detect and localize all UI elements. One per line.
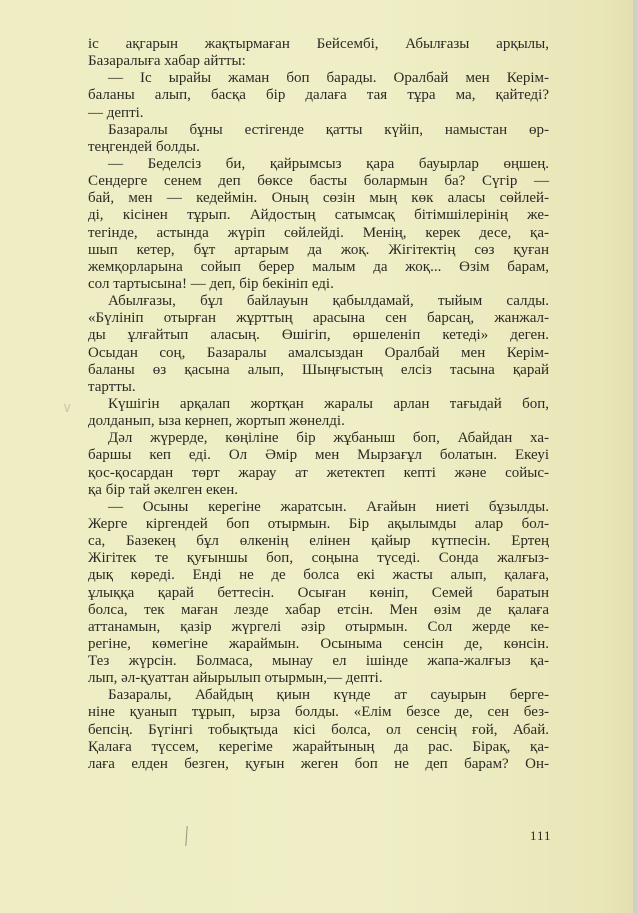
text-line: долданып, ыза кернеп, жортып жөнелді. [88, 413, 345, 430]
text-line: — Іс ырайы жаман боп барады. Оралбай мен Керім- [108, 70, 549, 87]
text-line: баланы өз қасына алып, Шыңғыстың елсіз тасына қарай [88, 361, 549, 378]
text-line: лаға елден безген, қуғын жеген боп не деп барам? Он- [88, 755, 549, 772]
page-edge [633, 0, 637, 913]
text-line: — Осыны керегіне жаратсын. Ағайын ниеті бұзылды. [108, 498, 549, 515]
text-line: бепсің. Бүгінгі тобықтыда кісі болса, ол сенсің ғой, Абай. [88, 721, 549, 738]
text-line: лып, әл-қуаттан айырылып отырмын,— депті. [88, 670, 383, 687]
paragraph [88, 687, 549, 773]
text-line: регіне, көмегіне жараймын. Осыныма сенсін де, көнсін. [88, 635, 549, 652]
text-line: сол тартысына! — деп, бір бекініп еді. [88, 275, 334, 292]
paragraph [88, 36, 549, 70]
text-line: са, Базекең бұл өлкенің елінен қайыр күтпесін. Ертең [88, 533, 549, 550]
paragraph [88, 122, 549, 156]
paragraph [88, 499, 549, 688]
text-line: қос-қосардан төрт жарау ат жетектеп кепті және сойыс- [88, 464, 549, 481]
text-line: баршы кеп еді. Ол Әмір мен Мырзағұл болатын. Екеуі [88, 447, 549, 464]
text-line: Жігітек те қуғыншы боп, соңына түседі. Сонда жалғыз- [88, 550, 549, 567]
text-line: Дәл жүрерде, көңіліне бір жұбаныш боп, Абайдан ха- [108, 430, 549, 447]
text-line: «Бүлініп отырған жұрттың арасына сен барсаң, жанжал- [88, 310, 549, 327]
text-line: Осыдан соң, Базаралы амалсыздан Оралбай мен Керім- [88, 344, 549, 361]
text-line: тартты. [88, 378, 136, 395]
text-line: іс ақгарын жақтырмаған Бейсембі, Абылғазы арқылы, [88, 36, 549, 52]
text-line: Базаралы бұны естігенде қатты күйіп, намыстан өр- [108, 121, 549, 138]
text-line: ді, кісінен тұрып. Айдостың сатымсақ бітімшілерінің же- [88, 207, 549, 224]
text-line: болса, тек маған лезде хабар етсін. Мен өзім де қалаға [88, 601, 549, 618]
text-line: Тез жүрсін. Болмаса, мынау ел ішінде жапа-жалғыз қа- [88, 653, 549, 670]
text-line: шып кетер, бұт артарым да жоқ. Жігітектің сөз қуған [88, 241, 549, 258]
text-line: Сендерге сенем деп бөксе басты болармын ба? Сүгір — [88, 173, 549, 190]
text-line: ды ұлғайтып аласың. Өшігіп, өршеленіп кетеді» деген. [88, 327, 549, 344]
paragraph [88, 156, 549, 293]
text-line: дық көреді. Енді не де болса екі жасты алып, қалаға, [88, 567, 549, 584]
text-line: Қалаға түссем, керегіме жарайтының да рас. Бірақ, қа- [88, 738, 549, 755]
text-line: Жерге кіргендей боп отырмын. Бір ақылымды алар бол- [88, 515, 549, 532]
text-line: Базаралы, Абайдың қиын күнде ат сауырын берге- [108, 687, 549, 704]
paragraph [88, 396, 549, 430]
text-line: ұлыққа қарай беттесін. Осыған көніп, Семей баратын [88, 584, 549, 601]
text-line: жемқорларына сойып берер малым да жоқ... Өзім барам, [88, 258, 549, 275]
text-line: бай, мен — кедеймін. Оның сөзін мың көк аласы сөйлей- [88, 190, 549, 207]
paragraph [88, 70, 549, 121]
page-number: 111 [530, 828, 552, 843]
text-line: қа бір тай әкелген екен. [88, 481, 239, 498]
text-line: аттанамын, қазір жүргелі әзір отырмын. Сол жерде ке- [88, 618, 549, 635]
text-line: Абылғазы, бұл байлауын қабылдамай, тыйым салды. [108, 293, 549, 310]
body-text [88, 36, 549, 773]
text-line: — депті. [88, 104, 144, 121]
text-line: — Беделсіз би, қайрымсыз қара бауырлар өңшең. [108, 155, 549, 172]
text-line: Базаралыға хабар айтты: [88, 53, 246, 70]
text-line: теңгендей болды. [88, 138, 200, 155]
text-line: ніне қуанып тұрып, ырза болды. «Елім безсе де, сен без- [88, 704, 549, 721]
paragraph [88, 293, 549, 396]
text-line: тегінде, астында жүріп сөйлейді. Менің, керек десе, қа- [88, 224, 549, 241]
margin-mark: ∨ [62, 401, 73, 416]
text-line: Күшігін арқалап жортқан жаралы арлан тағыдай боп, [108, 395, 549, 412]
paragraph [88, 430, 549, 499]
text-line: баланы алып, басқа бір далаға тая тұра ма, қайтеді? [88, 87, 549, 104]
